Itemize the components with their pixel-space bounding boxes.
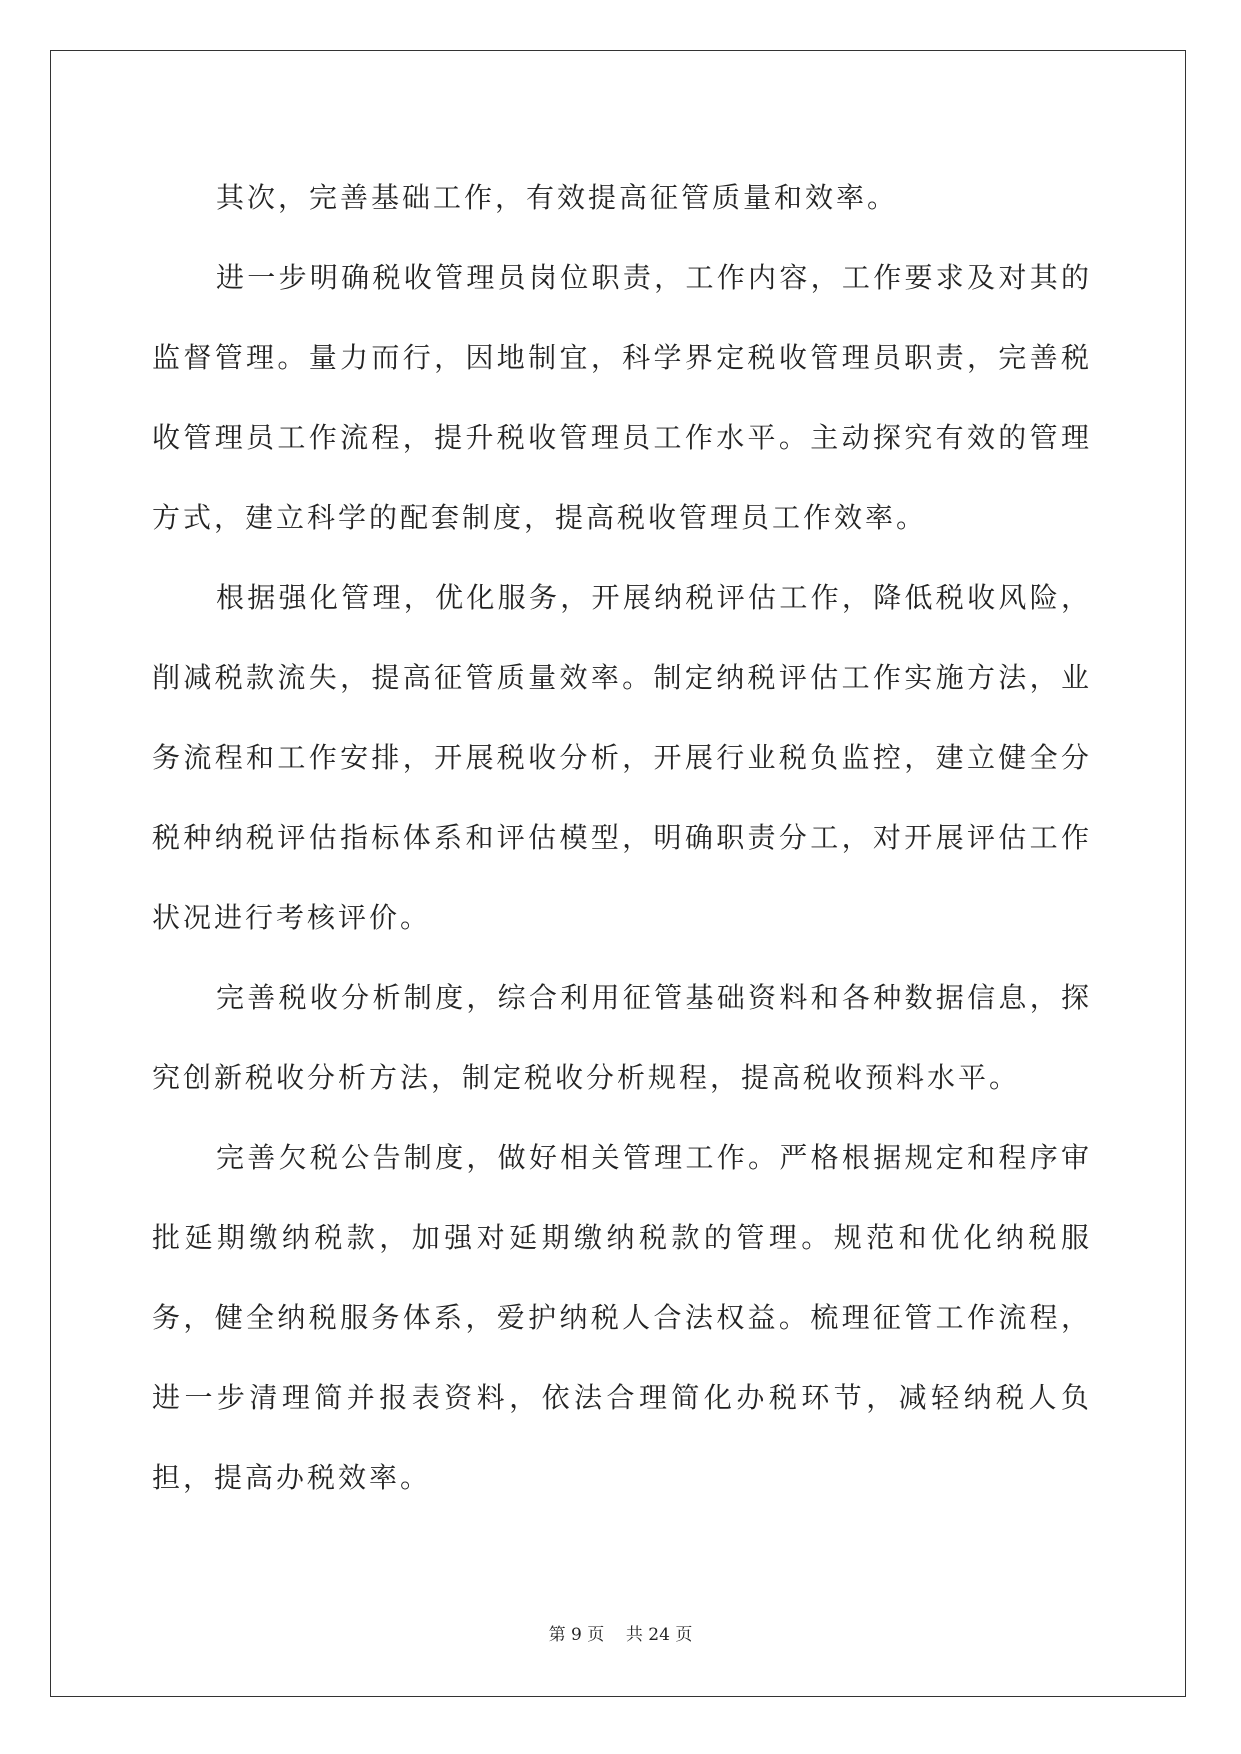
paragraph-3: 根据强化管理，优化服务，开展纳税评估工作，降低税收风险，削减税款流失，提高征管质量效率。制定纳税评估工作实施方法，业务流程和工作安排，开展税收分析，开展行业税负监控，建立健全分税种纳税评估指标体系和评估模型，明确职责分工，对开展评估工作状况进行考核评价。 <box>152 581 1092 934</box>
paragraph-1: 其次，完善基础工作，有效提高征管质量和效率。 <box>216 181 899 214</box>
document-body <box>152 158 1092 1518</box>
paragraph-5: 完善欠税公告制度，做好相关管理工作。严格根据规定和程序审批延期缴纳税款，加强对延期缴纳税款的管理。规范和优化纳税服务，健全纳税服务体系，爱护纳税人合法权益。梳理征管工作流程，进一步清理简并报表资料，依法合理简化办税环节，减轻纳税人负担，提高办税效率。 <box>152 1141 1092 1494</box>
paragraph-2: 进一步明确税收管理员岗位职责，工作内容，工作要求及对其的监督管理。量力而行，因地制宜，科学界定税收管理员职责，完善税收管理员工作流程，提升税收管理员工作水平。主动探究有效的管理方式，建立科学的配套制度，提高税收管理员工作效率。 <box>152 261 1092 534</box>
page-number-footer: 第 9 页 共 24 页 <box>548 1625 693 1645</box>
paragraph-4: 完善税收分析制度，综合利用征管基础资料和各种数据信息，探究创新税收分析方法，制定税收分析规程，提高税收预料水平。 <box>152 981 1092 1094</box>
